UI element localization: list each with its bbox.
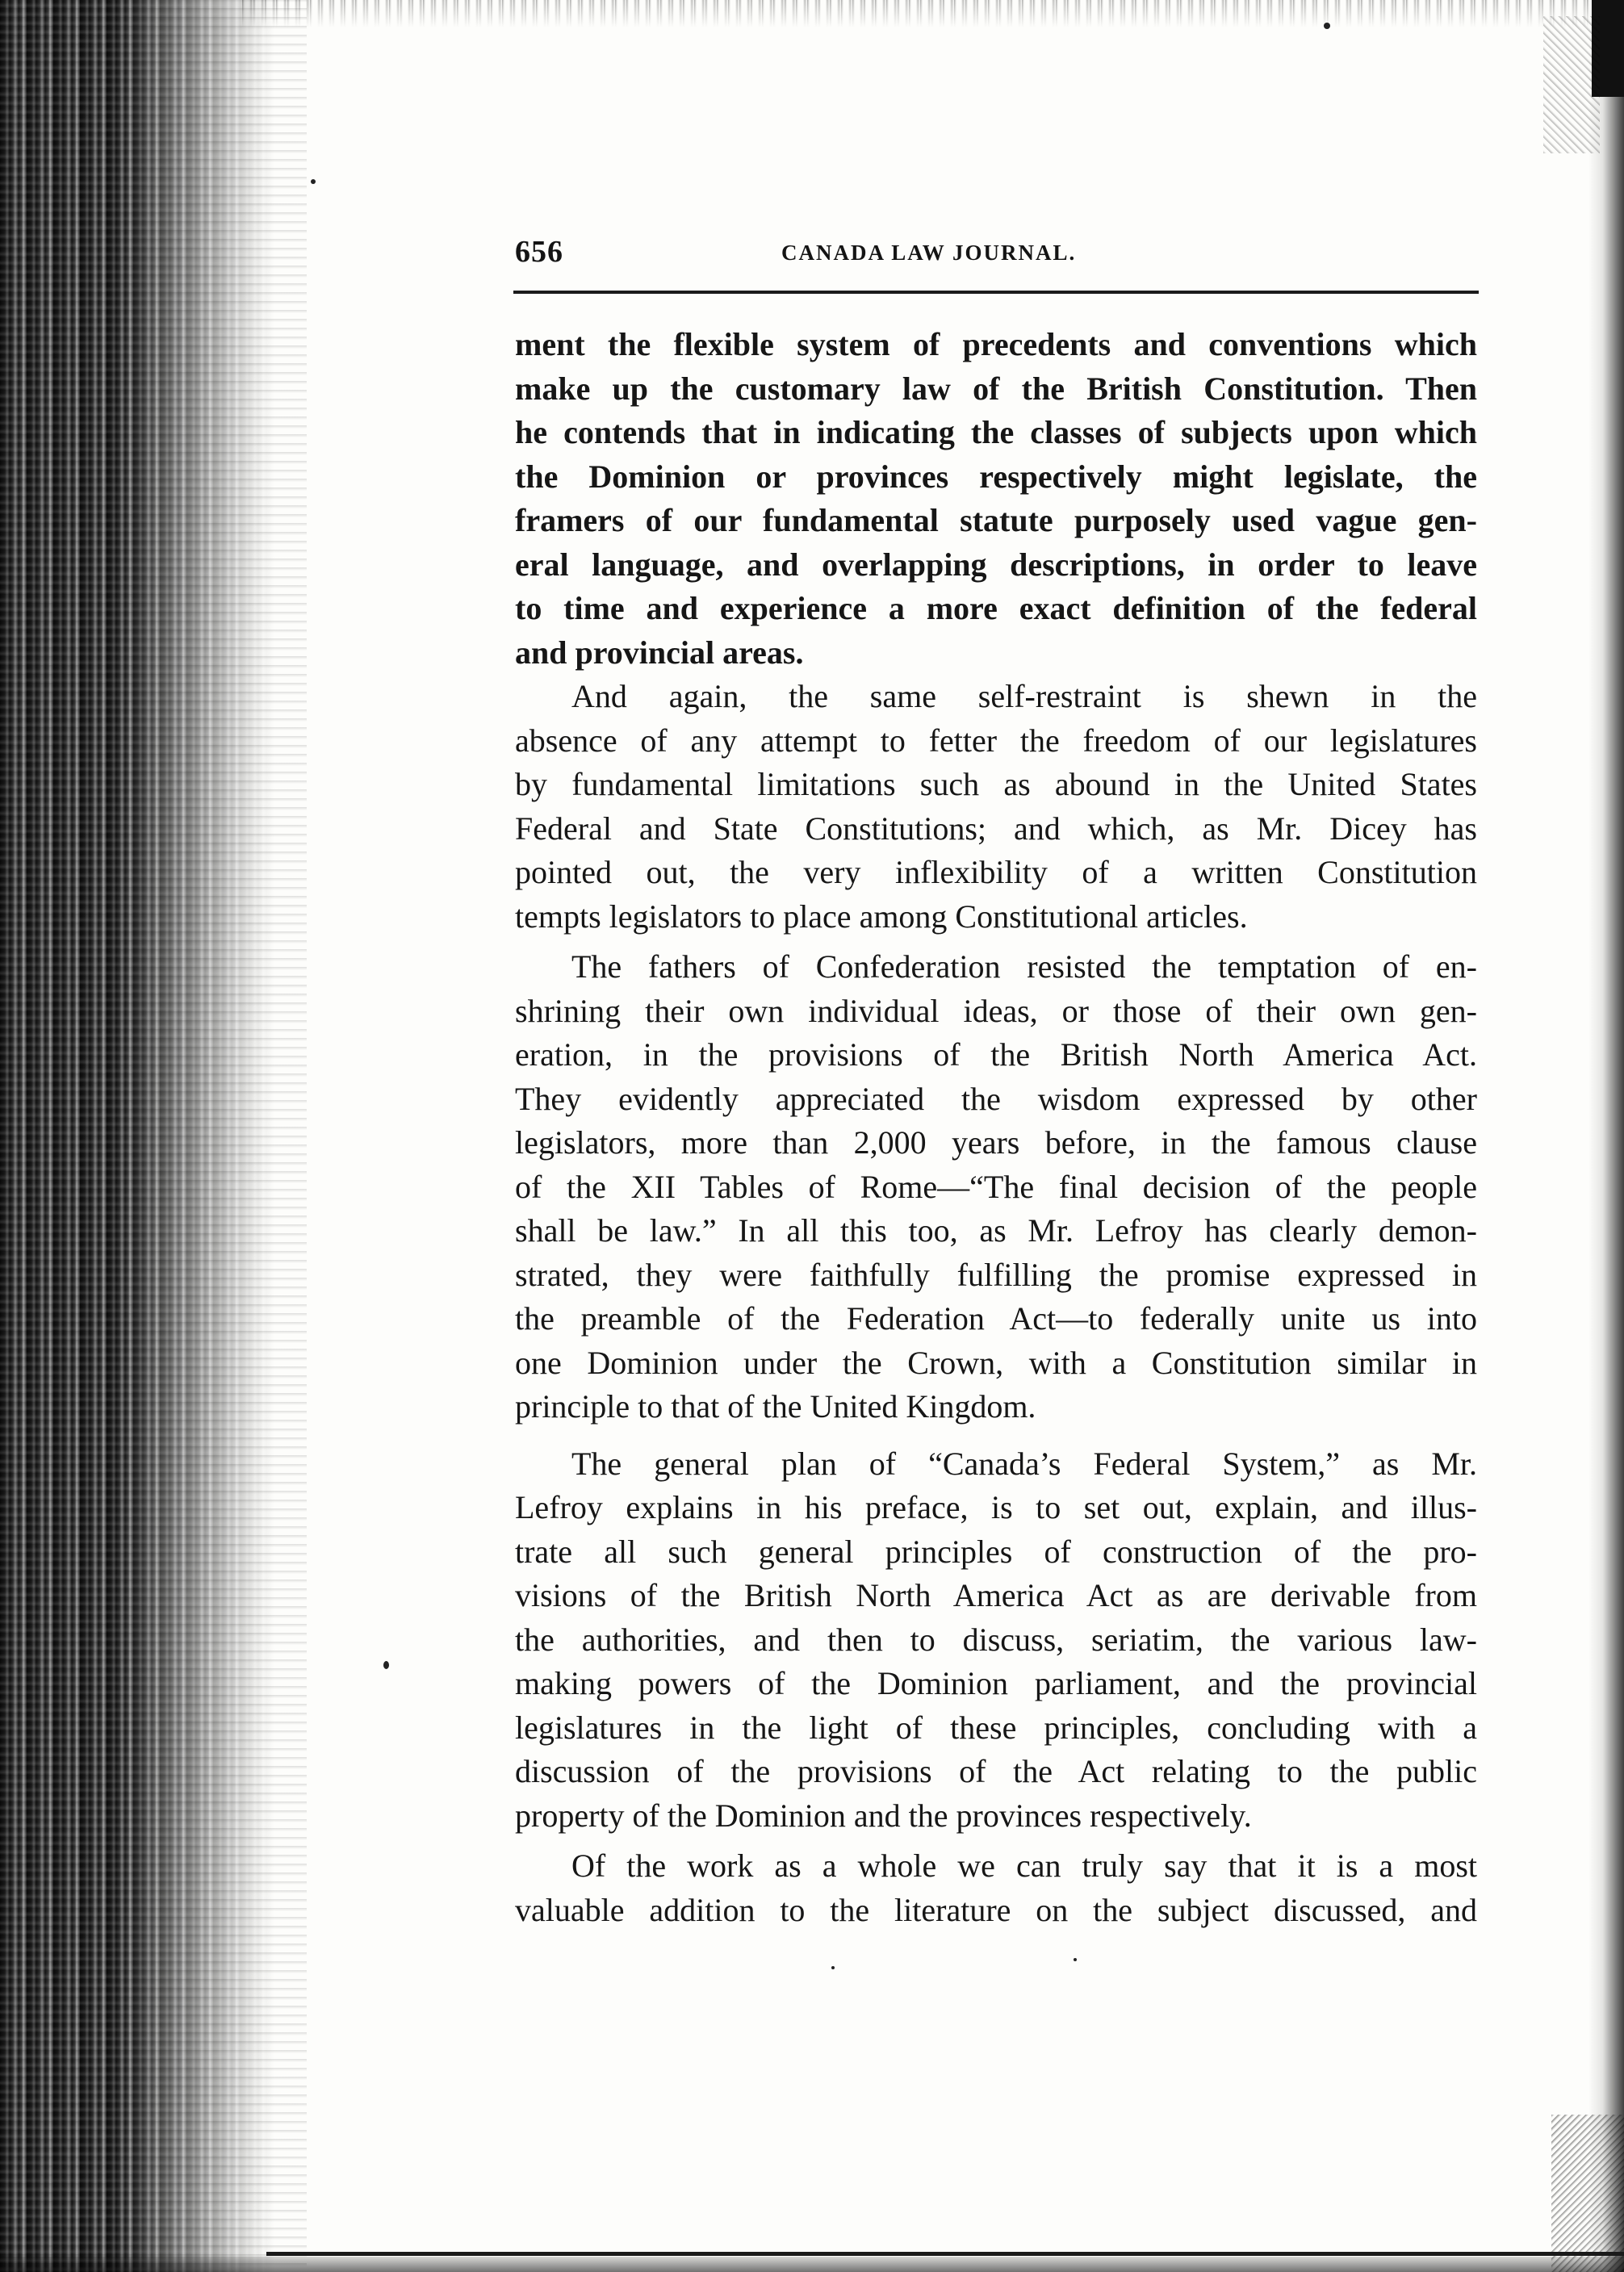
text-line: eration, in the provisions of the British North America Act. (515, 1036, 1477, 1073)
text-line: legislators, more than 2,000 years before, in the famous clause (515, 1124, 1477, 1161)
text-line: And again, the same self-restraint is shewn in the (571, 678, 1477, 714)
text-line: making powers of the Dominion parliament, and the provincial (515, 1665, 1477, 1701)
text-line: trate all such general principles of construction of the pro- (515, 1533, 1477, 1570)
journal-title: CANADA LAW JOURNAL. (781, 241, 1077, 265)
text-line: strated, they were faithfully fulfilling the promise expressed in (515, 1256, 1477, 1293)
header-rule (513, 291, 1479, 294)
body-text (515, 323, 1477, 1932)
scan-noise-bottom-right (1551, 2115, 1624, 2272)
text-line: legislatures in the light of these principles, concluding with a (515, 1709, 1477, 1746)
text-line: pointed out, the very inflexibility of a written Constitution (515, 854, 1477, 890)
text-line: visions of the British North America Act as are derivable from (515, 1577, 1477, 1613)
text-line: Lefroy explains in his preface, is to set out, explain, and illus- (515, 1489, 1477, 1525)
scan-noise-top (242, 0, 1624, 27)
scan-noise-top-right (1543, 16, 1600, 153)
text-line: Federal and State Constitutions; and which, as Mr. Dicey has (515, 810, 1477, 847)
text-line: property of the Dominion and the provinces respectively. (515, 1797, 1252, 1834)
ink-speck (311, 179, 316, 184)
paragraph (515, 323, 1477, 675)
text-line: ment the flexible system of precedents and conventions which (515, 326, 1477, 362)
text-line: discussion of the provisions of the Act relating to the public (515, 1753, 1477, 1789)
text-line: tempts legislators to place among Constitutional articles. (515, 898, 1248, 935)
paragraph (515, 675, 1477, 939)
ink-speck (1324, 23, 1330, 29)
text-line: eral language, and overlapping descriptions, in order to leave (515, 546, 1477, 583)
text-line: one Dominion under the Crown, with a Constitution similar in (515, 1344, 1477, 1381)
ink-speck (831, 1966, 835, 1969)
text-line: the Dominion or provinces respectively might legislate, the (515, 458, 1477, 495)
text-line: Of the work as a whole we can truly say that it is a most (571, 1847, 1477, 1884)
text-line: by fundamental limitations such as abound in the United States (515, 766, 1477, 802)
text-line: he contends that in indicating the classes of subjects upon which (515, 414, 1477, 450)
text-line: framers of our fundamental statute purposely used vague gen- (515, 502, 1477, 538)
text-line: principle to that of the United Kingdom. (515, 1388, 1036, 1425)
ink-speck (1074, 1958, 1077, 1961)
page-edge-right (1588, 0, 1624, 2272)
text-line: shall be law.” In all this too, as Mr. Lefroy has clearly demon- (515, 1212, 1477, 1249)
text-line: the authorities, and then to discuss, seriatim, the various law- (515, 1621, 1477, 1658)
ink-speck (383, 1661, 389, 1669)
text-line: valuable addition to the literature on the subject discussed, and (515, 1891, 1477, 1928)
scan-noise-left (0, 0, 307, 2272)
text-line: and provincial areas. (515, 634, 804, 671)
text-line: They evidently appreciated the wisdom expressed by other (515, 1080, 1477, 1117)
text-line: of the XII Tables of Rome—“The final decision of the people (515, 1168, 1477, 1205)
page-edge-bottom (0, 2257, 1624, 2272)
page-number: 656 (515, 235, 563, 269)
running-head (515, 234, 1477, 276)
paragraph (515, 1844, 1477, 1932)
paragraph (515, 1442, 1477, 1839)
page-edge-bottom-line (266, 2252, 1624, 2256)
text-line: The fathers of Confederation resisted the temptation of en- (571, 948, 1477, 985)
text-line: shrining their own individual ideas, or those of their own gen- (515, 992, 1477, 1029)
text-line: The general plan of “Canada’s Federal System,” as Mr. (571, 1445, 1477, 1482)
paragraph (515, 945, 1477, 1429)
text-line: to time and experience a more exact definition of the federal (515, 590, 1477, 626)
text-line: the preamble of the Federation Act—to federally unite us into (515, 1300, 1477, 1337)
text-line: make up the customary law of the British Constitution. Then (515, 370, 1477, 407)
text-line: absence of any attempt to fetter the freedom of our legislatures (515, 722, 1477, 759)
